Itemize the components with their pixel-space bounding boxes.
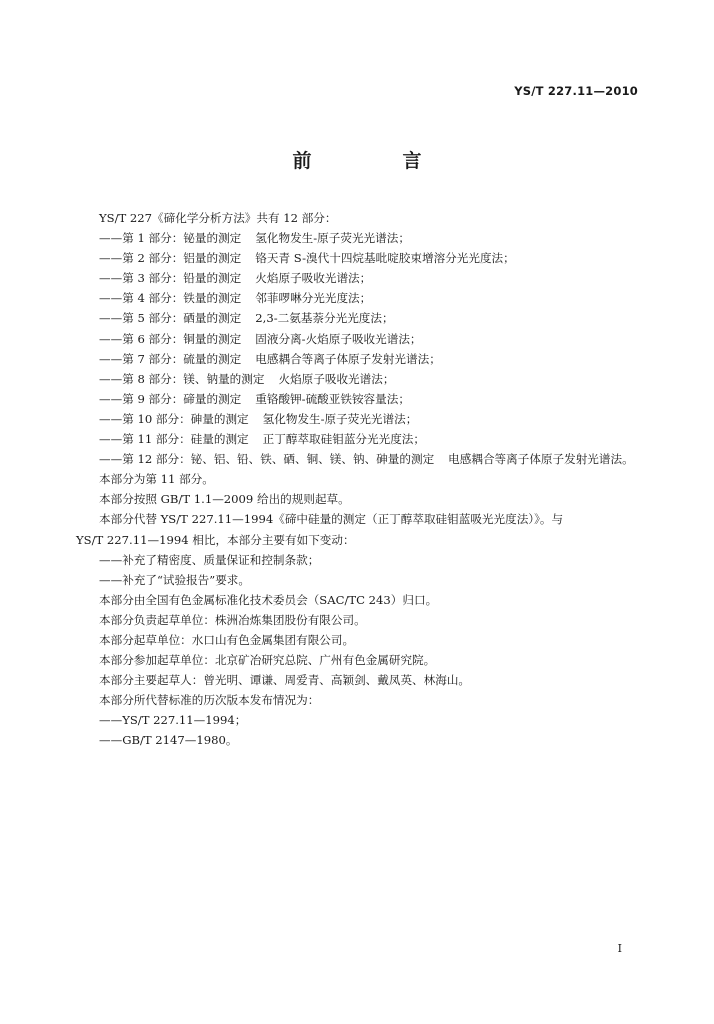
part-item	[76, 449, 642, 469]
part-prefix: ——第 11 部分：硅量的测定	[99, 432, 249, 447]
part-item	[76, 288, 642, 308]
this-part-line: 本部分为第 11 部分。	[99, 472, 214, 487]
part-method: 电感耦合等离子体原子发射光谱法；	[255, 351, 441, 366]
part-method: 2,3-二氨基萘分光光度法；	[255, 311, 394, 326]
parts-list	[76, 228, 642, 469]
part-prefix: ——第 7 部分：硫量的测定	[99, 351, 242, 366]
part-method: 火焰原子吸收光谱法；	[278, 371, 395, 386]
part-item	[76, 369, 642, 389]
part-method: 氢化物发生-原子荧光光谱法；	[255, 231, 410, 246]
participating-units-line: 本部分参加起草单位：北京矿冶研究总院、广州有色金属研究院。	[99, 653, 436, 668]
part-method: 正丁醇萃取硅钼蓝分光光度法；	[262, 432, 425, 447]
drafting-unit-line: 本部分起草单位：水口山有色金属集团有限公司。	[99, 632, 355, 647]
part-item	[76, 308, 642, 328]
part-prefix: ——第 2 部分：铝量的测定	[99, 251, 242, 266]
part-item	[76, 248, 642, 268]
part-method: 火焰原子吸收光谱法；	[255, 271, 372, 286]
part-prefix: ——第 12 部分：铋、铝、铅、铁、硒、铜、镁、钠、砷量的测定	[99, 452, 435, 467]
foreword-body	[76, 208, 642, 751]
replaces-line-1: 本部分代替 YS/T 227.11—1994《碲中硅量的测定（正丁醇萃取硅钼蓝吸光光度法）》。与	[99, 512, 564, 527]
part-method: 铬天青 S-溴代十四烷基吡啶胶束增溶分光光度法；	[255, 251, 515, 266]
part-method: 重铬酸钾-硫酸亚铁铵容量法；	[255, 391, 410, 406]
history-item-1: ——YS/T 227.11—1994；	[99, 713, 247, 728]
part-prefix: ——第 9 部分：碲量的测定	[99, 391, 242, 406]
history-item-2: ——GB/T 2147—1980。	[99, 733, 238, 748]
intro-line: YS/T 227《碲化学分析方法》共有 12 部分：	[99, 211, 337, 225]
change-item-1: ——补充了精密度、质量保证和控制条款；	[99, 552, 320, 567]
page-title: 前 言	[292, 150, 458, 172]
part-prefix: ——第 10 部分：砷量的测定	[99, 411, 249, 426]
part-item	[76, 329, 642, 349]
part-item	[76, 349, 642, 369]
part-method: 氢化物发生-原子荧光光谱法；	[262, 411, 418, 426]
part-prefix: ——第 8 部分：镁、钠量的测定	[99, 371, 265, 386]
replaces-line-2: YS/T 227.11—1994 相比，本部分主要有如下变动：	[76, 532, 355, 547]
part-method: 邻菲啰啉分光光度法；	[255, 291, 372, 306]
part-method: 电感耦合等离子体原子发射光谱法。	[448, 452, 634, 467]
committee-line: 本部分由全国有色金属标准化技术委员会（SAC/TC 243）归口。	[99, 592, 438, 607]
change-item-2: ——补充了“试验报告”要求。	[99, 572, 250, 587]
part-item	[76, 228, 642, 248]
part-prefix: ——第 5 部分：硒量的测定	[99, 311, 242, 326]
history-intro-line: 本部分所代替标准的历次版本发布情况为：	[99, 693, 320, 708]
responsible-unit-line: 本部分负责起草单位：株洲冶炼集团股份有限公司。	[99, 612, 366, 627]
part-item	[76, 389, 642, 409]
part-prefix: ——第 1 部分：铋量的测定	[99, 231, 242, 246]
page-number: I	[617, 942, 622, 955]
drafters-line: 本部分主要起草人：曾光明、谭谦、周爱青、高颖剑、戴凤英、林海山。	[99, 673, 471, 688]
part-prefix: ——第 6 部分：铜量的测定	[99, 331, 242, 346]
standard-code: YS/T 227.11—2010	[514, 84, 638, 98]
drafting-rules-line: 本部分按照 GB/T 1.1—2009 给出的规则起草。	[99, 492, 350, 507]
part-method: 固液分离-火焰原子吸收光谱法；	[255, 331, 422, 346]
part-item	[76, 429, 642, 449]
part-item	[76, 409, 642, 429]
part-prefix: ——第 3 部分：铅量的测定	[99, 271, 242, 286]
part-prefix: ——第 4 部分：铁量的测定	[99, 291, 242, 306]
part-item	[76, 268, 642, 288]
